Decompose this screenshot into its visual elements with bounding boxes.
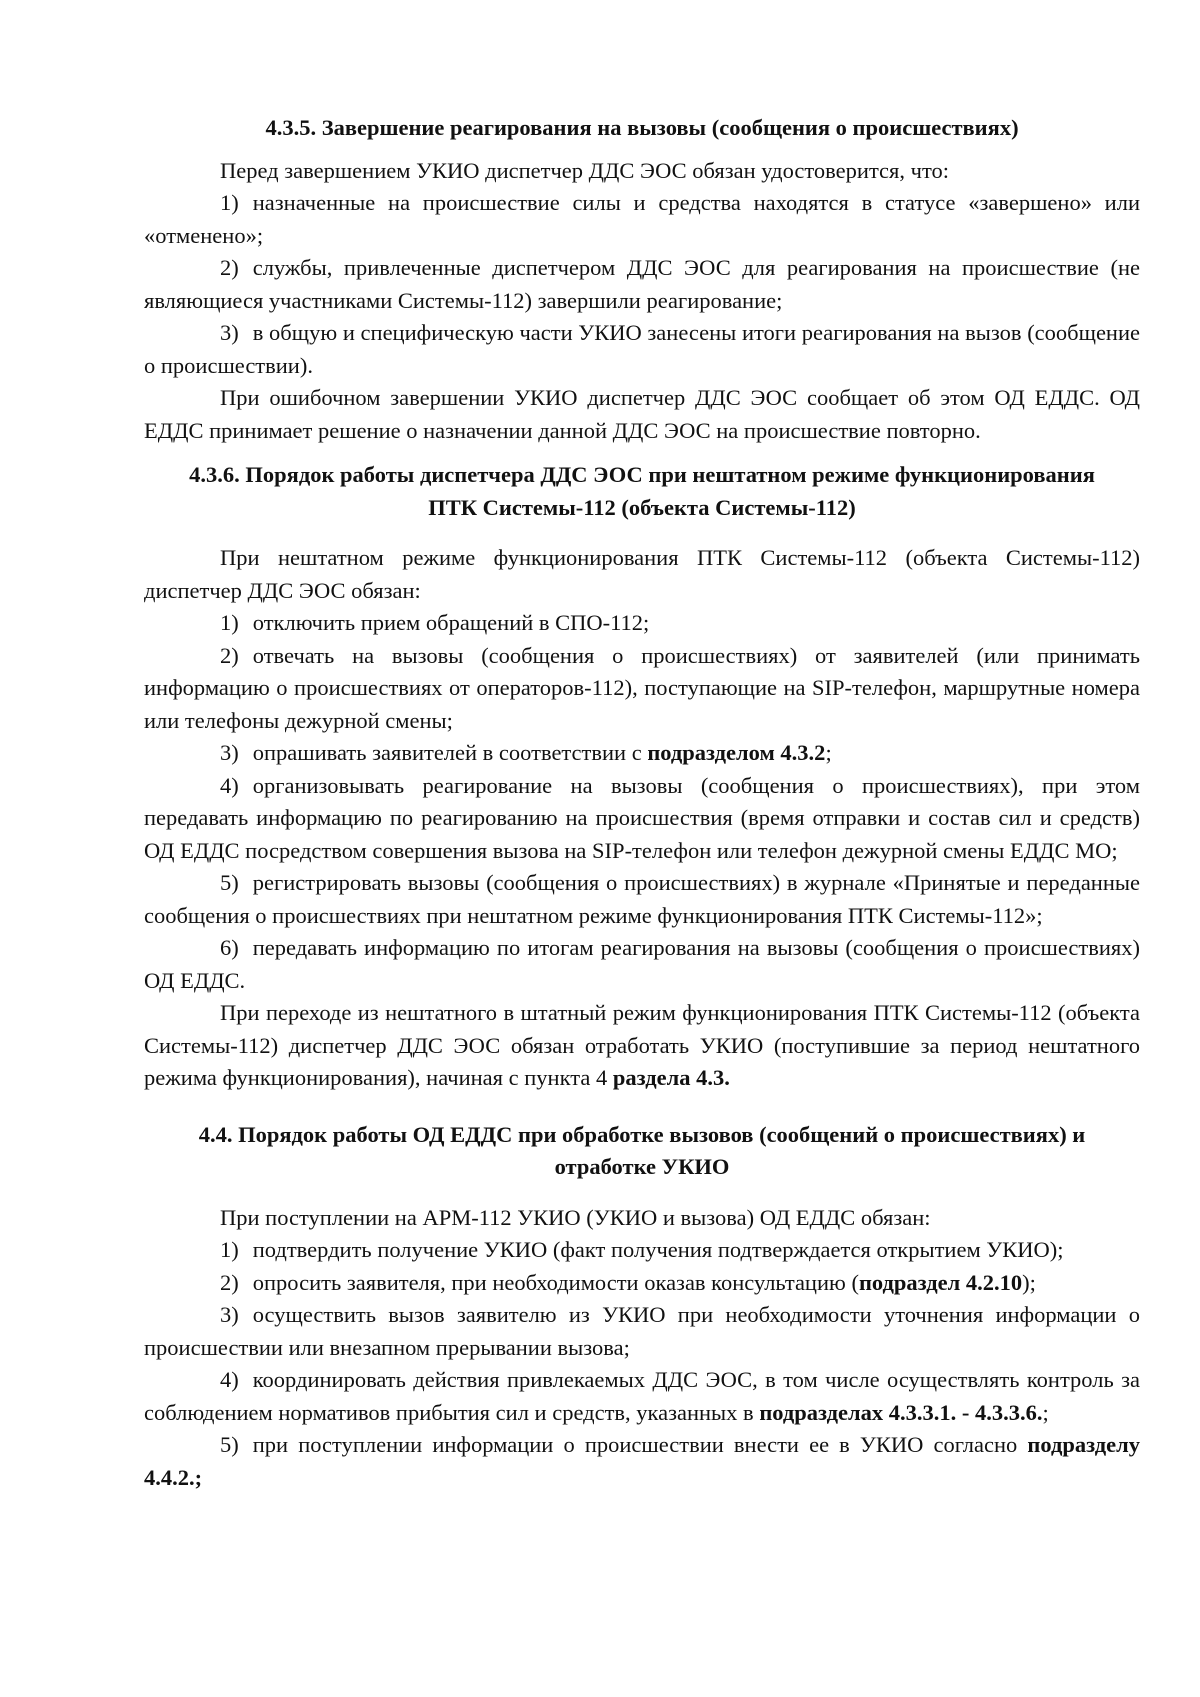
item-text: отключить прием обращений в СПО-112; bbox=[252, 610, 650, 635]
item-text: организовывать реагирование на вызовы (сообщения о происшествиях), при этом передавать информацию по реагированию на происшествия (время отправки и состав сил и средств) ОД ЕДДС посредством совершения вызова на SIP-телефон или телефон дежурной смены ЕДДС МО; bbox=[144, 772, 1140, 863]
item-number: 2) bbox=[220, 255, 239, 280]
item-number: 1) bbox=[220, 190, 239, 215]
item-number: 3) bbox=[220, 1302, 239, 1327]
item-number: 4) bbox=[220, 772, 239, 798]
section-435-item-3 bbox=[144, 317, 1140, 382]
section-435-title: 4.3.5. Завершение реагирования на вызовы (сообщения о происшествиях) bbox=[265, 115, 1019, 140]
section-44-intro: При поступлении на АРМ-112 УКИО (УКИО и вызова) ОД ЕДДС обязан: bbox=[220, 1204, 931, 1230]
section-436-item-3 bbox=[144, 737, 1140, 770]
section-436-item-4 bbox=[144, 770, 1140, 868]
section-435-item-2 bbox=[144, 252, 1140, 317]
subsection-reference: подразделу 4.4.2.; bbox=[144, 1432, 1140, 1490]
item-text: службы, привлеченные диспетчером ДДС ЭОС для реагирования на происшествие (не являющиеся участниками Системы-112) завершили реагирование; bbox=[144, 255, 1140, 313]
subsection-reference: подразделах 4.3.3.1. - 4.3.3.6. bbox=[759, 1399, 1043, 1425]
item-text: осуществить вызов заявителю из УКИО при необходимости уточнения информации о происшествии или внезапном прерывании вызова; bbox=[144, 1302, 1140, 1360]
item-text: координировать действия привлекаемых ДДС ЭОС, в том числе осуществлять контроль за соблюдением нормативов прибытия сил и средств, указанных в bbox=[144, 1367, 1140, 1425]
item-text-end: ; bbox=[825, 740, 832, 765]
title-line-1: 4.3.6. Порядок работы диспетчера ДДС ЭОС при нештатном режиме функционирования bbox=[189, 462, 1095, 487]
item-text: подтвердить получение УКИО (факт получения подтверждается открытием УКИО); bbox=[252, 1237, 1064, 1262]
section-436-title bbox=[144, 459, 1140, 524]
item-text: отвечать на вызовы (сообщения о происшествиях) от заявителей (или принимать информацию о происшествиях от операторов-112), поступающие на SIP-телефон, маршрутные номера или телефоны дежурной смены; bbox=[144, 642, 1140, 733]
item-number: 4) bbox=[220, 1367, 239, 1392]
item-text: назначенные на происшествие силы и средства находятся в статусе «завершено» или «отменено»; bbox=[144, 190, 1140, 248]
item-text: передавать информацию по итогам реагирования на вызовы (сообщения о происшествиях) ОД ЕДДС. bbox=[144, 935, 1140, 993]
section-44-item-5 bbox=[144, 1429, 1140, 1494]
section-435-intro: Перед завершением УКИО диспетчер ДДС ЭОС обязан удостоверится, что: bbox=[220, 157, 949, 183]
section-reference: раздела 4.3. bbox=[612, 1065, 730, 1090]
title-line-2: ПТК Системы-112 (объекта Системы-112) bbox=[428, 494, 856, 520]
section-44-item-4 bbox=[144, 1364, 1140, 1429]
section-436-item-2 bbox=[144, 640, 1140, 738]
section-436-closing bbox=[144, 997, 1140, 1095]
item-number: 2) bbox=[220, 1269, 239, 1295]
item-text: в общую и специфическую части УКИО занесены итоги реагирования на вызов (сообщение о происшествии). bbox=[144, 320, 1140, 378]
document-body bbox=[144, 112, 1140, 1494]
item-number: 1) bbox=[220, 1237, 239, 1262]
section-436-intro: При нештатном режиме функционирования ПТК Системы-112 (объекта Системы-112) диспетчер ДДС ЭОС обязан: bbox=[144, 545, 1140, 603]
item-text-end: ; bbox=[1042, 1399, 1049, 1425]
title-line-1: 4.4. Порядок работы ОД ЕДДС при обработке вызовов (сообщений о происшествиях) и bbox=[198, 1121, 1086, 1147]
item-number: 6) bbox=[220, 935, 239, 960]
section-436-item-1 bbox=[144, 607, 1140, 640]
closing-text: При переходе из нештатного в штатный режим функционирования ПТК Системы-112 (объекта Системы-112) диспетчер ДДС ЭОС обязан отработать УКИО (поступившие за период нештатного режима функционирования), начиная с пункта 4 bbox=[144, 1000, 1140, 1090]
subsection-reference: подраздел 4.2.10 bbox=[858, 1269, 1023, 1295]
item-text: опросить заявителя, при необходимости оказав консультацию ( bbox=[252, 1269, 859, 1295]
section-44-item-3 bbox=[144, 1299, 1140, 1364]
item-text: при поступлении информации о происшествии внести ее в УКИО согласно bbox=[252, 1432, 1028, 1457]
item-text: регистрировать вызовы (сообщения о происшествиях) в журнале «Принятые и переданные сообщения о происшествиях при нештатном режиме функционирования ПТК Системы-112»; bbox=[144, 870, 1140, 928]
section-435-item-1 bbox=[144, 187, 1140, 252]
section-44-item-1 bbox=[144, 1234, 1140, 1267]
item-text: опрашивать заявителей в соответствии с bbox=[252, 740, 648, 765]
section-435-closing: При ошибочном завершении УКИО диспетчер ДДС ЭОС сообщает об этом ОД ЕДДС. ОД ЕДДС принимает решение о назначении данной ДДС ЭОС на происшествие повторно. bbox=[144, 385, 1140, 443]
item-number: 3) bbox=[220, 740, 239, 765]
item-number: 3) bbox=[220, 320, 239, 345]
section-436-item-5 bbox=[144, 867, 1140, 932]
section-436-item-6 bbox=[144, 932, 1140, 997]
item-number: 5) bbox=[220, 870, 239, 895]
section-44-title bbox=[144, 1119, 1140, 1184]
item-number: 2) bbox=[220, 642, 239, 668]
item-number: 1) bbox=[220, 610, 239, 635]
item-text-end: ); bbox=[1022, 1269, 1036, 1295]
section-44-item-2 bbox=[144, 1267, 1140, 1300]
subsection-reference: подразделом 4.3.2 bbox=[647, 740, 826, 765]
item-number: 5) bbox=[220, 1432, 239, 1457]
title-line-2: отработке УКИО bbox=[554, 1154, 730, 1179]
